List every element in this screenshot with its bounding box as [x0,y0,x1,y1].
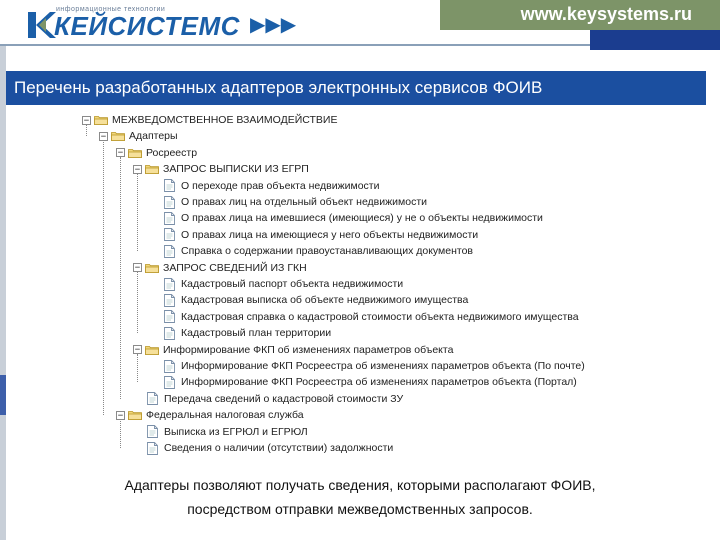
document-icon [164,294,175,307]
tree-node-label: Кадастровая выписка об объекте недвижимого имущества [181,294,469,307]
left-decorative-stripe [0,46,6,540]
tree-connector-line [137,173,138,251]
tree-document-node[interactable] [150,227,478,243]
document-icon [164,327,175,340]
collapse-toggle-icon[interactable]: − [117,410,124,421]
collapse-toggle-icon[interactable]: − [100,131,107,142]
tree-document-node[interactable] [150,309,579,325]
tree-node-label: ЗАПРОС ВЫПИСКИ ИЗ ЕГРП [163,163,309,176]
document-icon [164,196,175,209]
folder-open-icon [128,148,142,158]
collapse-toggle-icon[interactable]: − [83,115,90,126]
logo-mark-icon [26,10,56,40]
tree-document-node[interactable] [150,325,331,341]
folder-open-icon [111,131,125,141]
tree-node-label: О правах лица на имеющиеся у него объекты недвижимости [181,228,479,241]
tree-node-label: О правах лиц на отдельный объект недвижимости [181,196,428,208]
folder-open-icon [128,410,142,420]
tree-document-node[interactable] [133,424,308,440]
tree-node-label: Выписка из ЕГРЮЛ и ЕГРЮЛ [164,425,308,438]
collapse-toggle-icon[interactable]: − [134,263,141,274]
collapse-toggle-icon[interactable]: − [134,164,141,175]
tree-document-node[interactable] [150,243,473,259]
tree-node-label: Информирование ФКП Росреестра об изменениях параметров объекта (Портал) [181,376,577,389]
tree-document-node[interactable] [150,276,403,292]
tree-document-node[interactable] [133,440,393,456]
caption-line-1: Адаптеры позволяют получать сведения, которыми располагают ФОИВ, [124,477,596,493]
caption [20,473,700,521]
logo-text: КЕЙСИСТЕМС [54,11,240,41]
tree-folder-node[interactable] [133,161,309,177]
folder-open-icon [94,115,108,125]
document-icon [164,376,175,389]
tree-folder-node[interactable] [133,260,307,276]
slide-title-bar [6,71,706,105]
slide-title: Перечень разработанных адаптеров электронных сервисов ФОИВ [14,78,543,97]
logo-tagline: информационные технологии [56,6,166,13]
keysystems-logo[interactable] [10,3,240,45]
header-accent-block [590,30,720,50]
document-icon [164,310,175,323]
tree-folder-node[interactable] [116,145,197,161]
tree-node-label: Федеральная налоговая служба [146,409,304,422]
folder-open-icon [145,345,159,355]
tree-node-label: МЕЖВЕДОМСТВЕННОЕ ВЗАИМОДЕЙСТВИЕ [112,114,338,126]
tree-folder-node[interactable] [116,407,304,423]
left-accent-stripe [0,375,6,415]
document-icon [164,245,175,258]
site-url-bar [440,0,720,30]
site-url-link[interactable]: www.keysystems.ru [520,4,692,24]
tree-connector-line [103,140,104,415]
document-icon [164,228,175,241]
folder-open-icon [145,263,159,273]
caption-line-2: посредством отправки межведомственных запросов. [187,501,533,517]
tree-node-label: Сведения о наличии (отсутствии) задолжности [164,442,394,454]
tree-node-label: Справка о содержании правоустанавливающих документов [181,245,474,258]
tree-node-label: О переходе прав объекта недвижимости [181,179,380,192]
tree-connector-line [86,124,87,136]
document-icon [164,360,175,373]
chevron-arrows-icon: ▶▶▶ [250,14,297,36]
tree-node-label: Росреестр [146,146,198,159]
collapse-toggle-icon[interactable]: − [134,345,141,356]
tree-document-node[interactable] [150,210,543,226]
folder-open-icon [145,164,159,174]
document-icon [164,212,175,225]
tree-document-node[interactable] [133,391,403,407]
adapters-tree [82,112,642,462]
document-icon [147,392,158,405]
tree-connector-line [120,419,121,448]
tree-connector-line [137,272,138,334]
tree-node-label: Информирование ФКП Росреестра об изменениях параметров объекта (По почте) [181,360,585,372]
tree-node-label: О правах лица на имевшиеся (имеющиеся) у не о объекты недвижимости [181,212,543,225]
tree-node-label: ЗАПРОС СВЕДЕНИЙ ИЗ ГКН [163,261,307,274]
document-icon [164,179,175,192]
tree-folder-node[interactable] [82,112,337,128]
document-icon [147,425,158,438]
tree-document-node[interactable] [150,178,379,194]
header-divider [0,44,590,46]
tree-document-node[interactable] [150,194,427,210]
tree-node-label: Адаптеры [129,130,178,143]
tree-document-node[interactable] [150,358,585,374]
document-icon [164,278,175,291]
tree-connector-line [137,354,138,383]
tree-node-label: Информирование ФКП об изменениях параметров объекта [163,343,454,356]
tree-node-label: Кадастровая справка о кадастровой стоимости объекта недвижимого имущества [181,310,579,323]
document-icon [147,442,158,455]
collapse-toggle-icon[interactable]: − [117,148,124,159]
tree-node-label: Кадастровый план территории [181,327,332,340]
tree-connector-line [120,157,121,399]
tree-folder-node[interactable] [133,342,453,358]
tree-node-label: Кадастровый паспорт объекта недвижимости [181,278,404,290]
tree-document-node[interactable] [150,292,468,308]
tree-folder-node[interactable] [99,128,178,144]
tree-document-node[interactable] [150,374,577,390]
tree-node-label: Передача сведений о кадастровой стоимости ЗУ [164,392,404,405]
